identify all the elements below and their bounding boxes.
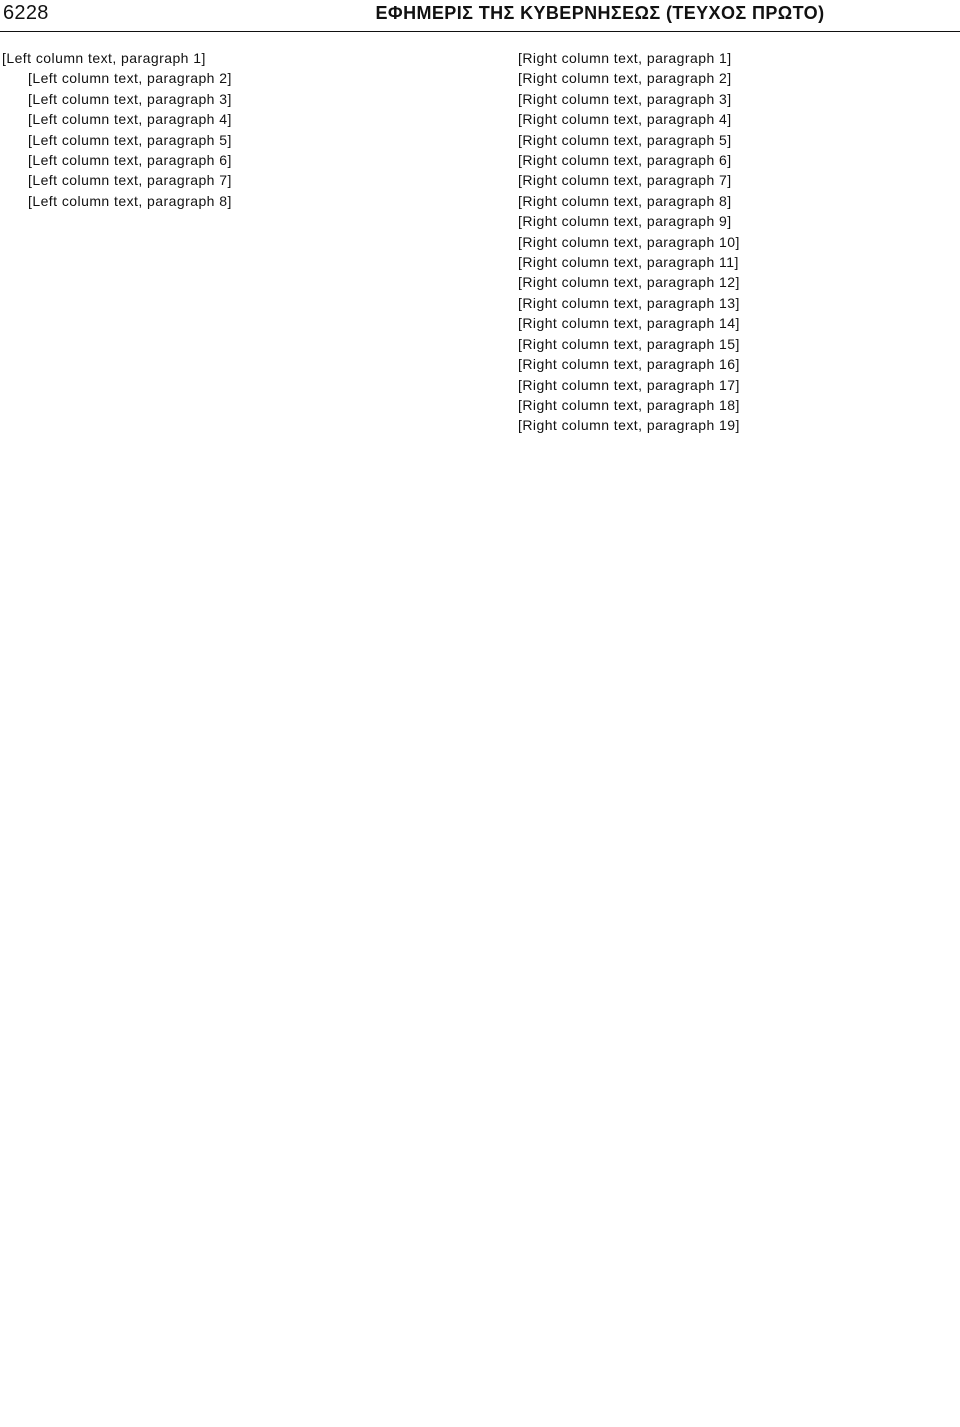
paragraph: [Left column text, paragraph 5] [28,131,232,148]
paragraph: [Right column text, paragraph 5] [518,131,732,148]
paragraph: [Left column text, paragraph 8] [28,192,232,209]
paragraph: [Left column text, paragraph 2] [28,70,232,87]
paragraph: [Right column text, paragraph 4] [518,111,732,128]
paragraph: [Left column text, paragraph 6] [28,152,232,169]
paragraph: [Right column text, paragraph 17] [518,376,740,393]
gazette-title: ΕΦΗΜΕΡΙΣ ΤΗΣ ΚΥΒΕΡΝΗΣΕΩΣ (ΤΕΥΧΟΣ ΠΡΩΤΟ) [375,3,825,23]
body-columns [2,48,958,1424]
paragraph: [Right column text, paragraph 9] [518,213,732,230]
paragraph: [Right column text, paragraph 13] [518,294,740,311]
header-rule [0,31,960,32]
paragraph: [Left column text, paragraph 7] [28,172,232,189]
paragraph: [Right column text, paragraph 19] [518,417,740,434]
right-column [492,48,958,1424]
paragraph: [Left column text, paragraph 4] [28,111,232,128]
paragraph: [Right column text, paragraph 7] [518,172,732,189]
paragraph: [Right column text, paragraph 1] [518,50,732,66]
paragraph: [Right column text, paragraph 18] [518,396,740,413]
paragraph: [Right column text, paragraph 15] [518,335,740,352]
paragraph: [Right column text, paragraph 6] [518,152,732,169]
paragraph: [Left column text, paragraph 3] [28,90,232,107]
paragraph: [Right column text, paragraph 8] [518,192,732,209]
left-column [2,48,468,1424]
paragraph: [Left column text, paragraph 1] [2,50,206,66]
paragraph: [Right column text, paragraph 12] [518,274,740,291]
page-header [0,0,960,30]
paragraph: [Right column text, paragraph 3] [518,90,732,107]
paragraph: [Right column text, paragraph 14] [518,315,740,332]
paragraph: [Right column text, paragraph 10] [518,233,740,250]
paragraph: [Right column text, paragraph 11] [518,254,739,271]
page-number: 6228 [3,2,49,24]
paragraph: [Right column text, paragraph 16] [518,356,740,373]
paragraph: [Right column text, paragraph 2] [518,70,732,87]
